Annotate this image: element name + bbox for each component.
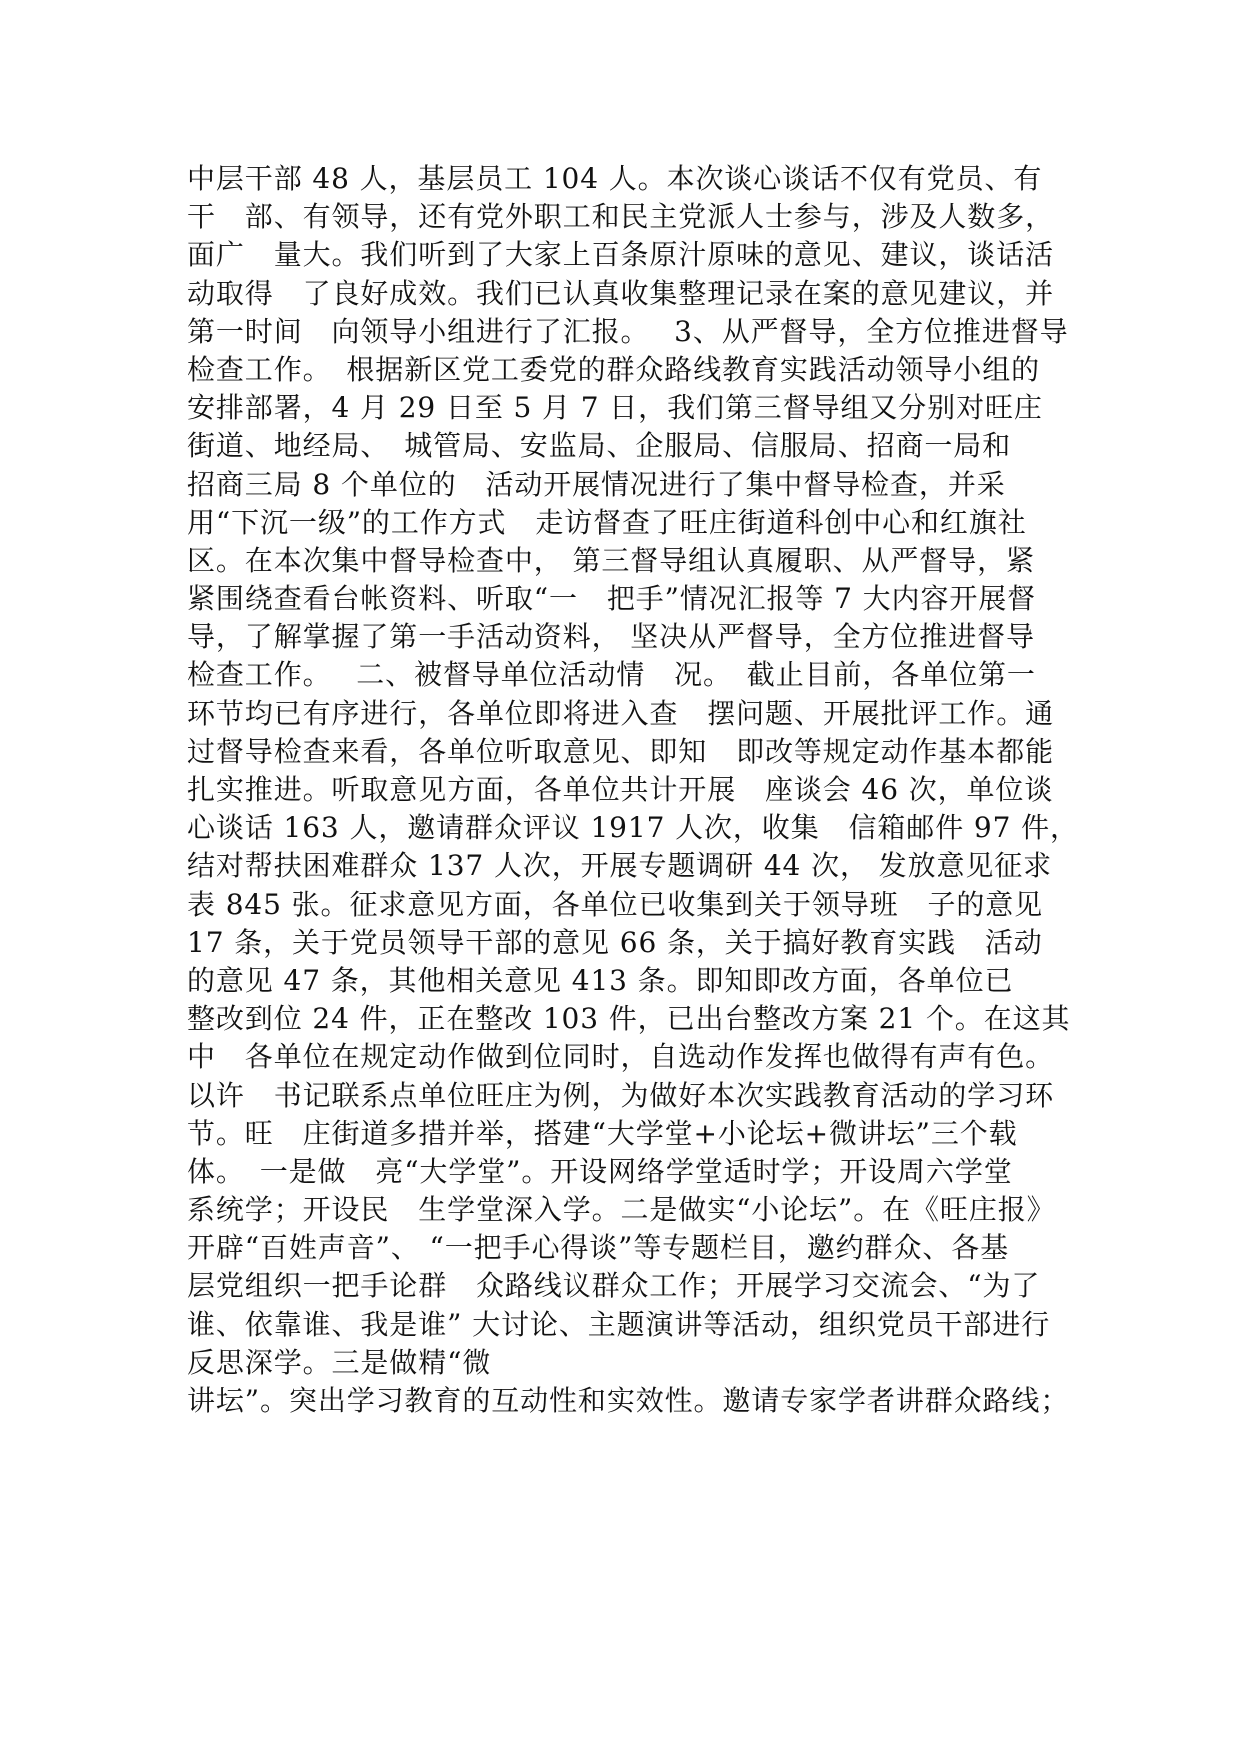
text-line: 导，了解掌握了第一手活动资料， 坚决从严督导，全方位推进督导 — [187, 620, 1035, 654]
text-line: 结对帮扶困难群众 137 人次，开展专题调研 44 次， 发放意见征求 — [187, 849, 1053, 883]
text-line: 整改到位 24 件，正在整改 103 件，已出台整改方案 21 个。在这其 — [187, 1002, 1071, 1036]
text-line: 中 各单位在规定动作做到位同时，自选动作发挥也做得有声有色。 — [187, 1040, 1055, 1074]
text-line: 表 845 张。征求意见方面，各单位已收集到关于领导班 子的意见 — [187, 887, 1044, 921]
text-line: 中层干部 48 人，基层员工 104 人。本次谈心谈话不仅有党员、有 — [187, 162, 1043, 195]
text-line: 开辟“百姓声音”、 “一把手心得谈”等专题栏目，邀约群众、各基 — [187, 1231, 1010, 1265]
text-line: 心谈话 163 人，邀请群众评议 1917 人次，收集 信箱邮件 97 件， — [187, 811, 1079, 845]
text-line: 讲坛”。突出学习教育的互动性和实效性。邀请专家学者讲群众路线； — [187, 1384, 1070, 1417]
body-text — [187, 160, 1079, 1420]
text-line: 街道、地经局、 城管局、安监局、企服局、信服局、招商一局和 — [187, 429, 1012, 463]
text-line: 面广 量大。我们听到了大家上百条原汁原味的意见、建议，谈话活 — [187, 238, 1055, 272]
text-line: 节。旺 庄街道多措并举，搭建“大学堂+小论坛+微讲坛”三个载 — [187, 1116, 1018, 1150]
text-line: 17 条，关于党员领导干部的意见 66 条，关于搞好教育实践 活动 — [187, 925, 1043, 959]
text-line: 环节均已有序进行，各单位即将进入查 摆问题、开展批评工作。通 — [187, 696, 1055, 730]
text-line: 体。 一是做 亮“大学堂”。开设网络学堂适时学；开设周六学堂 — [187, 1154, 1013, 1188]
text-line: 干 部、有领导，还有党外职工和民主党派人士参与，涉及人数多， — [187, 200, 1055, 234]
text-line: 层党组织一把手论群 众路线议群众工作；开展学习交流会、“为了 — [187, 1269, 1041, 1303]
text-line: 谁、依靠谁、我是谁” 大讨论、主题演讲等活动，组织党员干部进行 — [187, 1307, 1051, 1341]
text-line: 安排部署，4 月 29 日至 5 月 7 日，我们第三督导组又分别对旺庄 — [187, 391, 1043, 425]
text-line: 招商三局 8 个单位的 活动开展情况进行了集中督导检查，并采 — [187, 467, 1006, 501]
text-line: 过督导检查来看，各单位听取意见、即知 即改等规定动作基本都能 — [187, 734, 1055, 768]
text-line: 区。在本次集中督导检查中， 第三督导组认真履职、从严督导，紧 — [187, 543, 1035, 577]
text-line: 检查工作。 二、被督导单位活动情 况。 截止目前，各单位第一 — [187, 658, 1036, 692]
text-line: 的意见 47 条，其他相关意见 413 条。即知即改方面，各单位已 — [187, 963, 1014, 997]
text-line: 检查工作。 根据新区党工委党的群众路线教育实践活动领导小组的 — [187, 352, 1041, 386]
text-line: 以许 书记联系点单位旺庄为例，为做好本次实践教育活动的学习环 — [187, 1078, 1055, 1112]
text-line: 用“下沉一级”的工作方式 走访督查了旺庄街道科创中心和红旗社 — [187, 505, 1027, 539]
text-line: 扎实推进。听取意见方面，各单位共计开展 座谈会 46 次，单位谈 — [187, 773, 1054, 806]
text-line: 紧围绕查看台帐资料、听取“一 把手”情况汇报等 7 大内容开展督 — [187, 582, 1037, 616]
text-line: 第一时间 向领导小组进行了汇报。 3、从严督导，全方位推进督导 — [187, 314, 1069, 348]
text-line: 系统学；开设民 生学堂深入学。二是做实“小论坛”。在《旺庄报》 — [187, 1193, 1056, 1227]
text-line: 反思深学。三是做精“微 — [187, 1345, 492, 1379]
text-line: 动取得 了良好成效。我们已认真收集整理记录在案的意见建议，并 — [187, 276, 1055, 310]
